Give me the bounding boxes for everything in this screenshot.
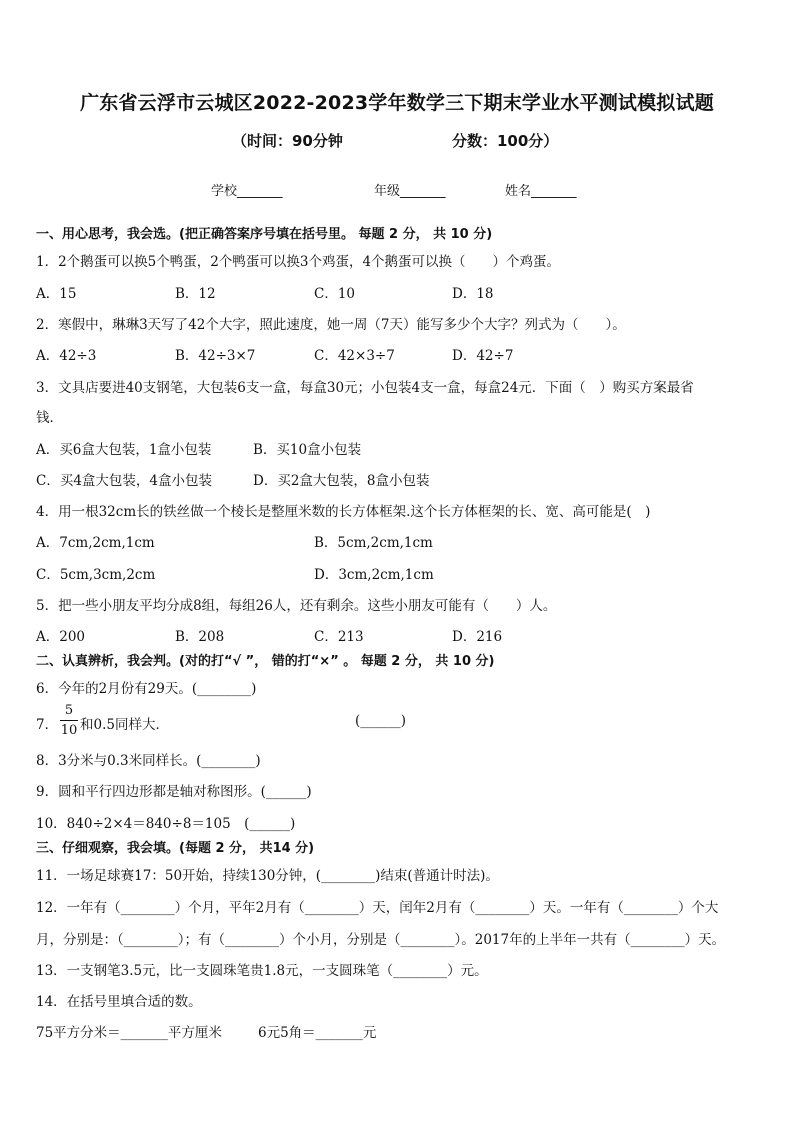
q4-option-b: B．5cm,2cm,1cm bbox=[314, 535, 433, 551]
q2-option-c: C．42×3÷7 bbox=[314, 348, 395, 364]
q3-option-b: B．买10盒小包装 bbox=[253, 442, 362, 458]
q3-option-d: D．买2盒大包装，8盒小包装 bbox=[253, 473, 430, 489]
q2-option-b: B．42÷3×7 bbox=[175, 348, 256, 364]
exam-score: 分数：100分） bbox=[452, 132, 559, 150]
section3-heading: 三、仔细观察，我会填。(每题 2 分， 共14 分) bbox=[36, 841, 315, 856]
question-3-line1: 3．文具店要进40支钢笔，大包装6支一盒，每盒30元；小包装4支一盒，每盒24元．下面（ ）购买方案最省 bbox=[36, 380, 694, 396]
section2-heading: 二、认真辨析，我会判。(对的打“√ ”， 错的打“×” 。 每题 2 分， 共 10 分) bbox=[36, 654, 495, 669]
question-13: 13．一支钢笔3.5元，比一支圆珠笔贵1.8元，一支圆珠笔（________）元。 bbox=[36, 963, 488, 979]
q4-option-c: C．5cm,3cm,2cm bbox=[36, 567, 156, 583]
question-10: 10．840÷2×4＝840÷8＝105 (______) bbox=[36, 816, 296, 832]
q3-option-c: C．买4盒大包装，4盒小包装 bbox=[36, 473, 213, 489]
q5-option-c: C．213 bbox=[314, 629, 364, 645]
q2-option-a: A．42÷3 bbox=[36, 348, 97, 364]
exam-title: 广东省云浮市云城区2022-2023学年数学三下期末学业水平测试模拟试题 bbox=[80, 92, 714, 114]
school-field: 学校_______ bbox=[211, 184, 283, 199]
q4-option-d: D．3cm,2cm,1cm bbox=[314, 567, 434, 583]
section1-heading: 一、用心思考，我会选。(把正确答案序号填在括号里。 每题 2 分， 共 10 分) bbox=[36, 227, 493, 242]
q1-option-c: C．10 bbox=[314, 286, 356, 302]
question-1: 1．2个鹅蛋可以换5个鸭蛋，2个鸭蛋可以换3个鸡蛋，4个鹅蛋可以换（ ）个鸡蛋。 bbox=[36, 254, 561, 270]
question-12-line1: 12．一年有（________）个月，平年2月有（________）天，闰年2月有（________）天。一年有（________）个大 bbox=[36, 900, 719, 916]
question-8: 8．3分米与0.3米同样长。(________) bbox=[36, 753, 261, 769]
fraction-numerator: 5 bbox=[64, 703, 74, 718]
q5-option-d: D．216 bbox=[452, 629, 503, 645]
exam-time: （时间：90分钟 bbox=[232, 132, 343, 150]
question-14-part-b: 6元5角＝_______元 bbox=[258, 1025, 377, 1041]
fraction-denominator: 10 bbox=[60, 723, 78, 738]
question-9: 9．圆和平行四边形都是轴对称图形。(______) bbox=[36, 784, 312, 800]
question-3-line2: 钱． bbox=[36, 410, 63, 426]
question-4: 4．用一根32cm长的铁丝做一个棱长是整厘米数的长方体框架.这个长方体框架的长、宽、高可能是( ) bbox=[36, 504, 651, 520]
question-7-prefix: 7． bbox=[36, 717, 59, 733]
fraction-five-tenths bbox=[60, 702, 78, 739]
question-11: 11．一场足球赛17：50开始，持续130分钟，(________)结束(普通计时法)。 bbox=[36, 868, 499, 884]
q1-option-a: A．15 bbox=[36, 286, 77, 302]
q2-option-d: D．42÷7 bbox=[452, 348, 514, 364]
question-7-text: 和0.5同样大． bbox=[80, 717, 169, 733]
question-7-blank: (______) bbox=[355, 713, 407, 729]
q3-option-a: A．买6盒大包装，1盒小包装 bbox=[36, 442, 212, 458]
question-5: 5．把一些小朋友平均分成8组，每组26人，还有剩余。这些小朋友可能有（ ）人。 bbox=[36, 598, 557, 614]
question-14-part-a: 75平方分米＝_______平方厘米 bbox=[36, 1025, 222, 1041]
q5-option-a: A．200 bbox=[36, 629, 86, 645]
question-2: 2．寒假中，琳琳3天写了42个大字，照此速度，她一周（7天）能写多少个大字？列式为（ ）。 bbox=[36, 317, 626, 333]
q1-option-d: D．18 bbox=[452, 286, 494, 302]
question-6: 6．今年的2月份有29天。(________) bbox=[36, 681, 257, 697]
question-12-line2: 月，分别是：（________）；有（________）个小月，分别是（________）。2017年的上半年一共有（________）天。 bbox=[36, 932, 726, 948]
question-14: 14．在括号里填合适的数。 bbox=[36, 994, 202, 1010]
name-field: 姓名_______ bbox=[505, 184, 577, 199]
fraction-bar bbox=[60, 720, 78, 721]
q1-option-b: B．12 bbox=[175, 286, 216, 302]
q4-option-a: A．7cm,2cm,1cm bbox=[36, 535, 155, 551]
q5-option-b: B．208 bbox=[175, 629, 225, 645]
grade-field: 年级_______ bbox=[374, 184, 446, 199]
